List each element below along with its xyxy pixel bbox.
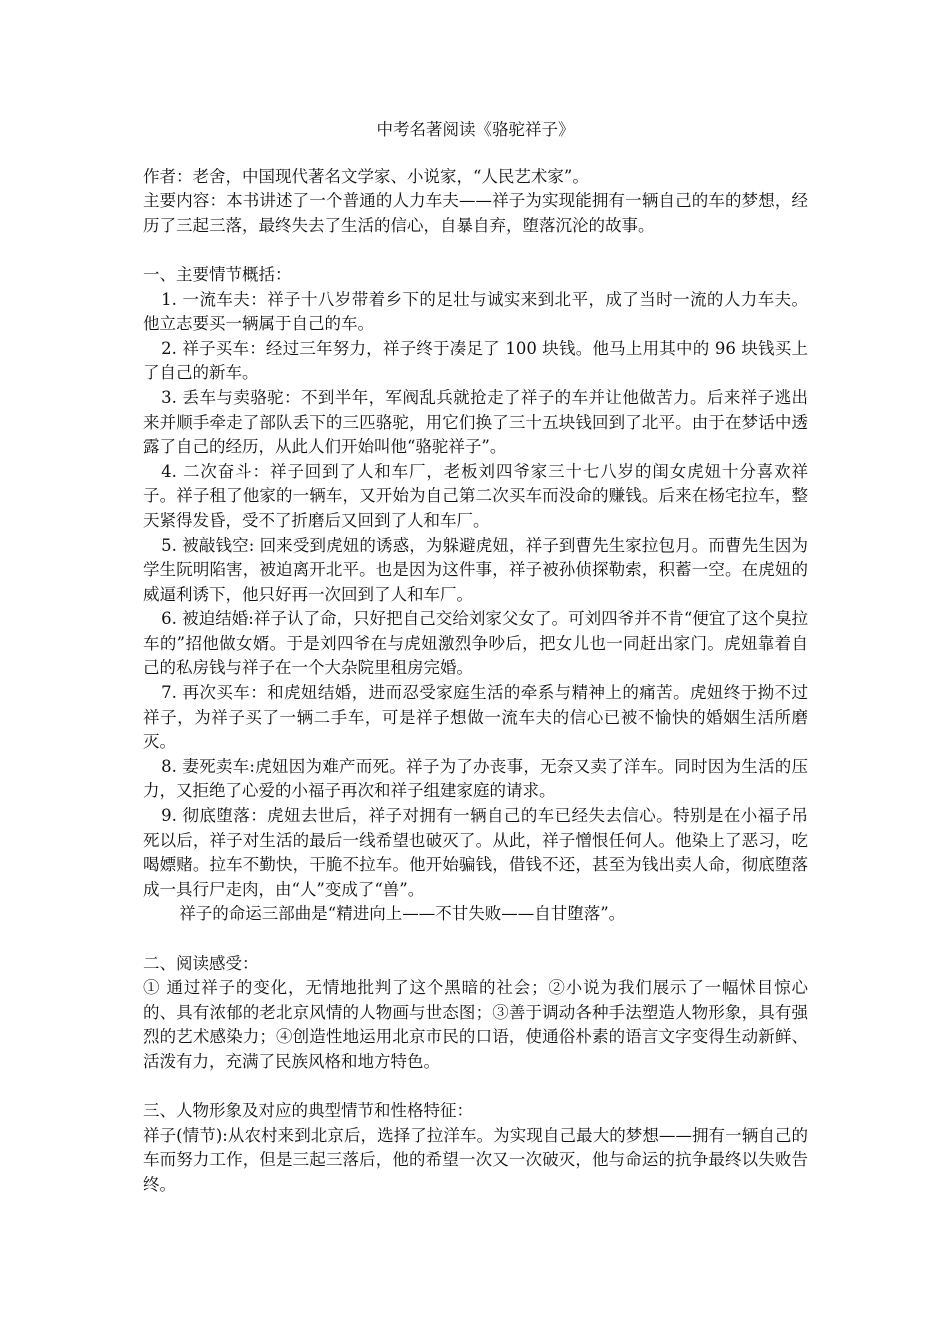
plot-item-9: 9. 彻底堕落：虎妞去世后，祥子对拥有一辆自己的车已经失去信心。特别是在小福子吊死以后，祥子对生活的最后一线希望也破灭了。从此，祥子憎恨任何人。他染上了恶习，吃喝嫖赌。拉车不勤快，干脆不拉车。他开始骗钱，借钱不还，甚至为钱出卖人命，彻底堕落成一具行尸走肉，由“人”变成了“兽”。 — [143, 806, 808, 899]
section1-heading: 一、主要情节概括： — [143, 264, 292, 284]
character-paragraph: 祥子(情节):从农村来到北京后，选择了拉洋车。为实现自己最大的梦想——拥有一辆自己的车而努力工作，但是三起三落后，他的希望一次又一次破灭，他与命运的抗争最终以失败告终。 — [143, 1125, 808, 1194]
plot-item-1: 1. 一流车夫：祥子十八岁带着乡下的足壮与诚实来到北平，成了当时一流的人力车夫。他立志要买一辆属于自己的车。 — [143, 289, 808, 334]
plot-item-2: 2. 祥子买车：经过三年努力，祥子终于凑足了 100 块钱。他马上用其中的 96 块钱买上了自己的新车。 — [143, 338, 808, 383]
main-content-paragraph: 主要内容：本书讲述了一个普通的人力车夫——祥子为实现能拥有一辆自己的车的梦想，经历了三起三落，最终失去了生活的信心，自暴自弃，堕落沉沦的故事。 — [143, 191, 808, 235]
spacer — [143, 1075, 808, 1100]
fate-summary: 祥子的命运三部曲是“精进向上——不甘失败——自甘堕落”。 — [179, 904, 626, 924]
document-title: 中考名著阅读《骆驼祥子》 — [376, 120, 575, 139]
reading-feelings-paragraph: ① 通过祥子的变化，无情地批判了这个黑暗的社会；②小说为我们展示了一幅怵目惊心的、具有浓郁的老北京风情的人物画与世态图；③善于调动各种手法塑造人物形象，具有强烈的艺术感染力；④创造性地运用北京市民的口语，使通俗朴素的语言文字变得生动新鲜、活泼有力，充满了民族风格和地方特色。 — [143, 978, 808, 1071]
plot-item-4: 4. 二次奋斗：祥子回到了人和车厂，老板刘四爷家三十七八岁的闺女虎妞十分喜欢祥子。祥子租了他家的一辆车，又开始为自己第二次买车而没命的赚钱。后来在杨宅拉车，整天紧得发昏，受不了折磨后又回到了人和车厂。 — [143, 461, 808, 530]
plot-item-7: 7. 再次买车：和虎妞结婚，进而忍受家庭生活的牵系与精神上的痛苦。虎妞终于拗不过祥子，为祥子买了一辆二手车，可是祥子想做一流车夫的信心已被不愉快的婚姻生活所磨灭。 — [143, 683, 808, 752]
plot-item-3: 3. 丢车与卖骆驼：不到半年，军阀乱兵就抢走了祥子的车并让他做苦力。后来祥子逃出来并顺手牵走了部队丢下的三匹骆驼，用它们换了三十五块钱回到了北平。由于在梦话中透露了自己的经历，从此人们开始叫他“骆驼祥子”。 — [143, 387, 808, 457]
document-page — [143, 118, 808, 1198]
plot-item-6: 6. 被迫结婚:祥子认了命，只好把自己交给刘家父女了。可刘四爷并不肯“便宜了这个臭拉车的”招他做女婿。于是刘四爷在与虎妞激烈争吵后，把女儿也一同赶出家门。虎妞靠着自己的私房钱与祥子在一个大杂院里租房完婚。 — [143, 609, 808, 678]
section3-heading: 三、人物形象及对应的典型情节和性格特征： — [143, 1101, 473, 1121]
plot-item-8: 8. 妻死卖车:虎妞因为难产而死。祥子为了办丧事，无奈又卖了洋车。同时因为生活的压力，又拒绝了心爱的小福子再次和祥子组建家庭的请求。 — [143, 756, 808, 801]
section2-heading: 二、阅读感受： — [143, 953, 259, 973]
author-line: 作者：老舍，中国现代著名文学家、小说家，“人民艺术家”。 — [143, 166, 589, 186]
spacer — [143, 238, 808, 263]
plot-item-5: 5. 被敲钱空: 回来受到虎妞的诱惑，为躲避虎妞，祥子到曹先生家拉包月。而曹先生因为学生阮明陷害，被迫离开北平。也是因为这件事，祥子被孙侦探勒索，积蓄一空。在虎妞的威逼利诱下，他只好再一次回到了人和车厂。 — [143, 535, 808, 604]
spacer — [143, 927, 808, 952]
